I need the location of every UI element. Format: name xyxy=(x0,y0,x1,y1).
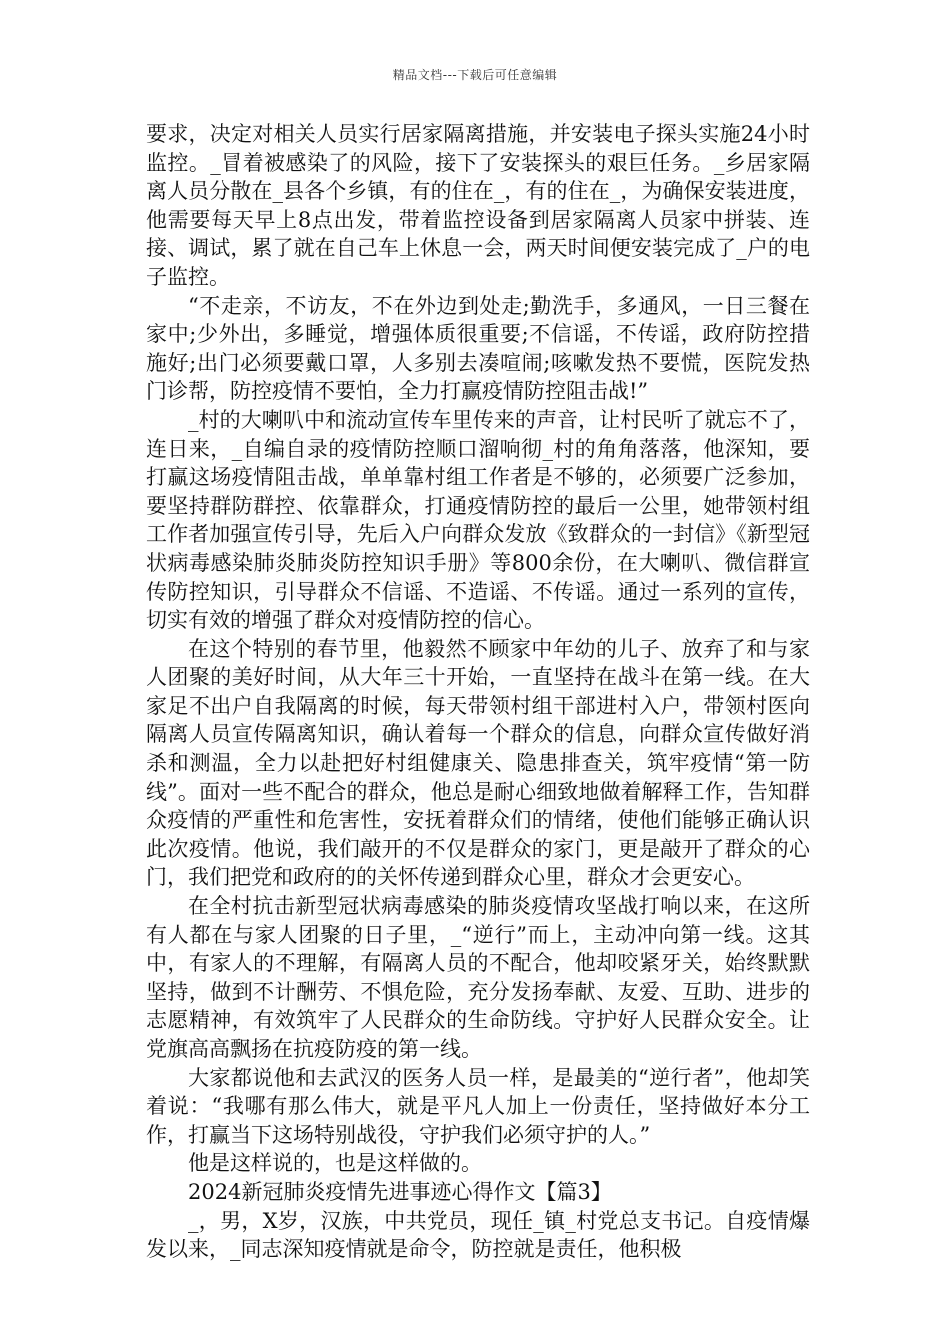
section-heading: 2024新冠肺炎疫情先进事迹心得作文【篇3】 xyxy=(188,1179,612,1204)
paragraph-retrograde: 大家都说他和去武汉的医务人员一样，是最美的“逆行者”，他却笑着说：“我哪有那么伟大，就是平凡人加上一份责任，坚持做好本分工作，打赢当下这场特别战役，守护我们必须守护的人。” xyxy=(146,1065,810,1147)
paragraph-conclusion: 他是这样说的，也是这样做的。 xyxy=(188,1151,482,1176)
page-header: 精品文档---下载后可任意编辑 xyxy=(392,68,558,82)
paragraph-section3-intro: _，男，X岁，汉族，中共党员，现任_镇_村党总支书记。自疫情爆发以来，_同志深知疫情就是命令，防控就是责任，他积极 xyxy=(146,1208,810,1262)
article-body xyxy=(146,120,810,1264)
paragraph-frontline: 在全村抗击新型冠状病毒感染的肺炎疫情攻坚战打响以来，在这所有人都在与家人团聚的日子里，_“逆行”而上，主动冲向第一线。这其中，有家人的不理解，有隔离人员的不配合，他却咬紧牙关，始终默默坚持，做到不计酬劳、不惧危险，充分发扬奉献、友爱、互助、进步的志愿精神，有效筑牢了人民群众的生命防线。守护好人民群众安全。让党旗高高飘扬在抗疫防疫的第一线。 xyxy=(146,894,810,1061)
paragraph-slogan: “不走亲，不访友，不在外边到处走;勤洗手，多通风，一日三餐在家中;少外出，多睡觉，增强体质很重要;不信谣，不传谣，政府防控措施好;出门必须要戴口罩，人多别去凑喧闹;咳嗽发热不要慌，医院发热门诊帮，防控疫情不要怕，全力打赢疫情防控阻击战!” xyxy=(146,293,810,404)
paragraph-broadcast: _村的大喇叭中和流动宣传车里传来的声音，让村民听了就忘不了，连日来，_自编自录的疫情防控顺口溜响彻_村的角角落落，他深知，要打赢这场疫情阻击战，单单靠村组工作者是不够的，必须要广泛参加，要坚持群防群控、依靠群众，打通疫情防控的最后一公里，她带领村组工作者加强宣传引导，先后入户向群众发放《致群众的一封信》《新型冠状病毒感染肺炎肺炎防控知识手册》等800余份，在大喇叭、微信群宣传防控知识，引导群众不信谣、不造谣、不传谣。通过一系列的宣传，切实有效的增强了群众对疫情防控的信心。 xyxy=(146,407,810,633)
paragraph-continuation: 要求，决定对相关人员实行居家隔离措施，并安装电子探头实施24小时监控。_冒着被感染了的风险，接下了安装探头的艰巨任务。_乡居家隔离人员分散在_县各个乡镇，有的住在_，有的住在_，为确保安装进度，他需要每天早上8点出发，带着监控设备到居家隔离人员家中拼装、连接、调试，累了就在自己车上休息一会，两天时间便安装完成了_户的电子监控。 xyxy=(146,122,810,289)
paragraph-spring-festival: 在这个特别的春节里，他毅然不顾家中年幼的儿子、放弃了和与家人团聚的美好时间，从大年三十开始，一直坚持在战斗在第一线。在大家足不出户自我隔离的时候，每天带领村组干部进村入户，带领村医向隔离人员宣传隔离知识，确认着每一个群众的信息，向群众宣传做好消杀和测温，全力以赴把好村组健康关、隐患排查关，筑牢疫情“第一防线”。面对一些不配合的群众，他总是耐心细致地做着解释工作，告知群众疫情的严重性和危害性，安抚着群众们的情绪，使他们能够正确认识此次疫情。他说，我们敲开的不仅是群众的家门，更是敲开了群众的心门，我们把党和政府的的关怀传递到群众心里，群众才会更安心。 xyxy=(146,636,810,890)
